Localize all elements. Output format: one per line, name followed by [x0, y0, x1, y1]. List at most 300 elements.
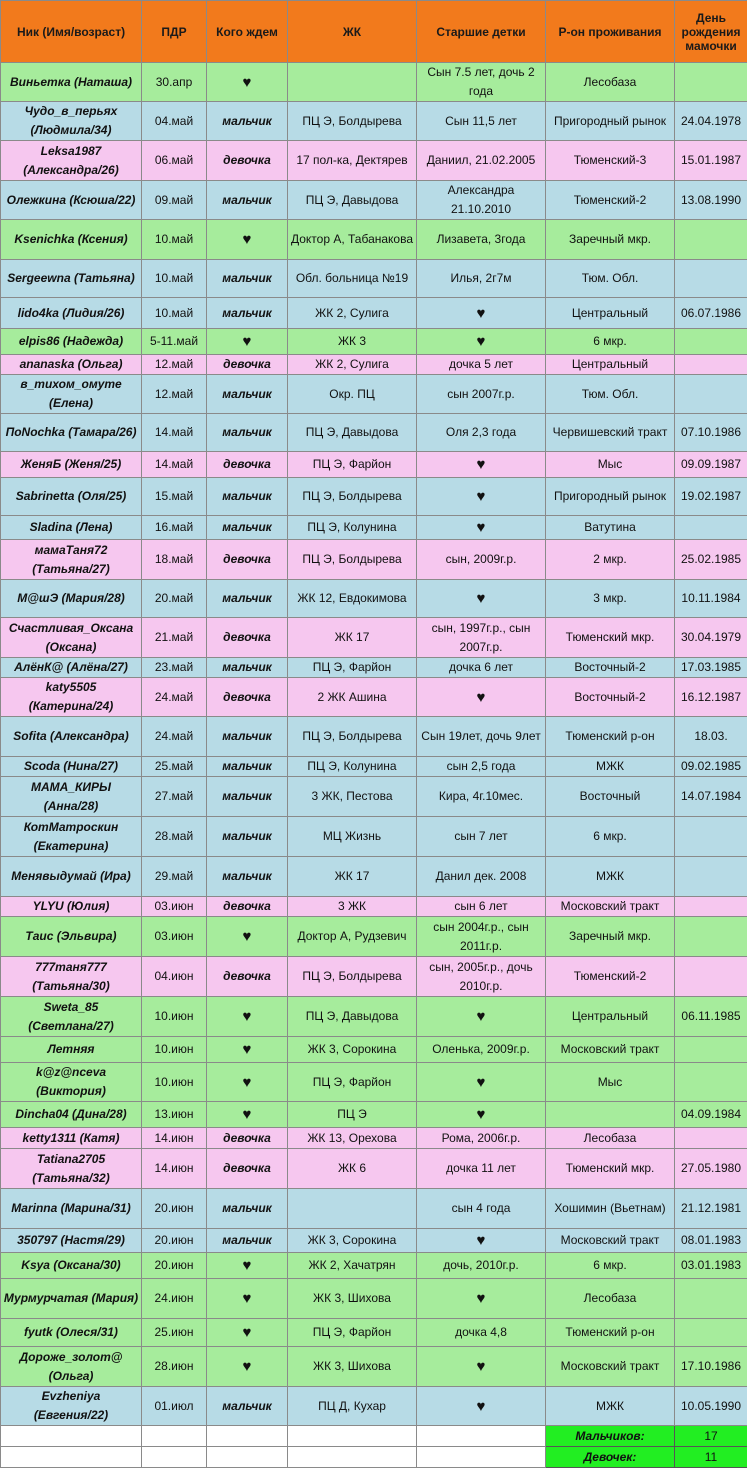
kids-cell[interactable]: ♥ [417, 329, 546, 355]
expect-cell[interactable]: мальчик [207, 777, 288, 817]
table-row [1, 220, 747, 260]
expect-cell[interactable]: девочка [207, 141, 288, 181]
clinic-cell[interactable]: ПЦ Э, Болдырева [288, 540, 417, 580]
birthday-cell[interactable]: 06.11.1985 [675, 997, 747, 1037]
expect-cell[interactable]: ♥ [207, 329, 288, 355]
header-district[interactable]: Р-он проживания [546, 1, 675, 63]
kids-cell[interactable]: ♥ [417, 452, 546, 478]
pdr-cell[interactable]: 25.июн [142, 1319, 207, 1347]
kids-cell[interactable]: сын 2007г.р. [417, 375, 546, 414]
expect-cell[interactable]: мальчик [207, 1387, 288, 1426]
nick-cell[interactable]: lido4ka (Лидия/26) [1, 298, 142, 329]
expect-cell[interactable]: мальчик [207, 102, 288, 141]
kids-cell[interactable]: Лизавета, 3года [417, 220, 546, 260]
header-birthday[interactable]: День рождения мамочки [675, 1, 747, 63]
clinic-cell[interactable]: ЖК 12, Евдокимова [288, 580, 417, 618]
district-cell[interactable]: 6 мкр. [546, 817, 675, 857]
district-cell[interactable]: Тюменский р-он [546, 1319, 675, 1347]
birthday-cell[interactable] [675, 897, 747, 917]
district-cell[interactable]: Московский тракт [546, 1229, 675, 1253]
nick-cell[interactable]: ПоNochka (Тамара/26) [1, 414, 142, 452]
clinic-cell[interactable]: ЖК 13, Орехова [288, 1128, 417, 1149]
birthday-cell[interactable]: 10.05.1990 [675, 1387, 747, 1426]
expect-cell[interactable]: ♥ [207, 220, 288, 260]
kids-cell[interactable]: ♥ [417, 678, 546, 717]
birthday-cell[interactable]: 14.07.1984 [675, 777, 747, 817]
birthday-cell[interactable]: 06.07.1986 [675, 298, 747, 329]
clinic-cell[interactable]: ЖК 3, Сорокина [288, 1037, 417, 1063]
expect-cell[interactable]: мальчик [207, 375, 288, 414]
nick-cell[interactable]: Олежкина (Ксюша/22) [1, 181, 142, 220]
pdr-cell[interactable]: 24.май [142, 678, 207, 717]
kids-cell[interactable]: дочка 11 лет [417, 1149, 546, 1189]
district-cell[interactable]: 6 мкр. [546, 1253, 675, 1279]
kids-cell[interactable]: сын 2004г.р., сын 2011г.р. [417, 917, 546, 957]
nick-cell[interactable]: Ksya (Оксана/30) [1, 1253, 142, 1279]
birthday-cell[interactable] [675, 375, 747, 414]
clinic-cell[interactable]: ПЦ Э, Болдырева [288, 102, 417, 141]
clinic-cell[interactable]: ПЦ Э, Фарйон [288, 658, 417, 678]
birthday-cell[interactable] [675, 260, 747, 298]
district-cell[interactable]: Лесобаза [546, 63, 675, 102]
nick-cell[interactable]: Scoda (Нина/27) [1, 757, 142, 777]
district-cell[interactable] [546, 1102, 675, 1128]
expect-cell[interactable]: мальчик [207, 717, 288, 757]
district-cell[interactable]: Тюменский р-он [546, 717, 675, 757]
kids-cell[interactable]: Сын 19лет, дочь 9лет [417, 717, 546, 757]
birthday-cell[interactable]: 08.01.1983 [675, 1229, 747, 1253]
kids-cell[interactable]: ♥ [417, 580, 546, 618]
nick-cell[interactable]: Менявыдумай (Ира) [1, 857, 142, 897]
expect-cell[interactable]: мальчик [207, 1229, 288, 1253]
district-cell[interactable]: Червишевский тракт [546, 414, 675, 452]
district-cell[interactable]: Центральный [546, 997, 675, 1037]
expect-cell[interactable]: мальчик [207, 580, 288, 618]
district-cell[interactable]: Хошимин (Вьетнам) [546, 1189, 675, 1229]
pdr-cell[interactable]: 16.май [142, 516, 207, 540]
expect-cell[interactable]: мальчик [207, 181, 288, 220]
kids-cell[interactable]: дочь, 2010г.р. [417, 1253, 546, 1279]
expect-cell[interactable]: мальчик [207, 757, 288, 777]
district-cell[interactable]: Тюменский-3 [546, 141, 675, 181]
pdr-cell[interactable]: 28.май [142, 817, 207, 857]
kids-cell[interactable]: ♥ [417, 478, 546, 516]
clinic-cell[interactable]: ПЦ Э, Фарйон [288, 1319, 417, 1347]
clinic-cell[interactable]: ЖК 2, Сулига [288, 298, 417, 329]
pdr-cell[interactable]: 24.май [142, 717, 207, 757]
expect-cell[interactable]: ♥ [207, 1063, 288, 1102]
birthday-cell[interactable]: 04.09.1984 [675, 1102, 747, 1128]
clinic-cell[interactable]: ПЦ Э, Колунина [288, 757, 417, 777]
nick-cell[interactable]: fyutk (Олеся/31) [1, 1319, 142, 1347]
summary-boys-label[interactable]: Мальчиков: [546, 1426, 675, 1447]
nick-cell[interactable]: АлёнК@ (Алёна/27) [1, 658, 142, 678]
pdr-cell[interactable]: 25.май [142, 757, 207, 777]
kids-cell[interactable]: сын 7 лет [417, 817, 546, 857]
clinic-cell[interactable]: ПЦ Э, Фарйон [288, 1063, 417, 1102]
expect-cell[interactable]: ♥ [207, 63, 288, 102]
birthday-cell[interactable]: 09.02.1985 [675, 757, 747, 777]
birthday-cell[interactable] [675, 220, 747, 260]
expect-cell[interactable]: мальчик [207, 298, 288, 329]
expect-cell[interactable]: мальчик [207, 1189, 288, 1229]
pdr-cell[interactable]: 04.июн [142, 957, 207, 997]
pdr-cell[interactable]: 20.июн [142, 1189, 207, 1229]
birthday-cell[interactable] [675, 1063, 747, 1102]
district-cell[interactable]: Мыс [546, 452, 675, 478]
birthday-cell[interactable]: 16.12.1987 [675, 678, 747, 717]
nick-cell[interactable]: Marinna (Марина/31) [1, 1189, 142, 1229]
expect-cell[interactable]: ♥ [207, 1347, 288, 1387]
district-cell[interactable]: МЖК [546, 857, 675, 897]
expect-cell[interactable]: девочка [207, 678, 288, 717]
district-cell[interactable]: Центральный [546, 355, 675, 375]
clinic-cell[interactable]: ЖК 17 [288, 618, 417, 658]
kids-cell[interactable]: ♥ [417, 997, 546, 1037]
nick-cell[interactable]: Дороже_золот@ (Ольга) [1, 1347, 142, 1387]
pdr-cell[interactable]: 20.июн [142, 1253, 207, 1279]
expect-cell[interactable]: девочка [207, 897, 288, 917]
nick-cell[interactable]: в_тихом_омуте (Елена) [1, 375, 142, 414]
kids-cell[interactable]: Сын 7.5 лет, дочь 2 года [417, 63, 546, 102]
district-cell[interactable]: Тюменский-2 [546, 957, 675, 997]
kids-cell[interactable]: дочка 4,8 [417, 1319, 546, 1347]
birthday-cell[interactable]: 17.03.1985 [675, 658, 747, 678]
birthday-cell[interactable]: 13.08.1990 [675, 181, 747, 220]
kids-cell[interactable]: сын, 2009г.р. [417, 540, 546, 580]
expect-cell[interactable]: ♥ [207, 1319, 288, 1347]
clinic-cell[interactable]: ПЦ Э, Болдырева [288, 957, 417, 997]
district-cell[interactable]: Восточный [546, 777, 675, 817]
birthday-cell[interactable] [675, 1319, 747, 1347]
birthday-cell[interactable]: 17.10.1986 [675, 1347, 747, 1387]
table-row [1, 1102, 747, 1128]
pdr-cell[interactable]: 06.май [142, 141, 207, 181]
kids-cell[interactable]: дочка 5 лет [417, 355, 546, 375]
kids-cell[interactable]: ♥ [417, 1347, 546, 1387]
nick-cell[interactable]: Evzheniya (Евгения/22) [1, 1387, 142, 1426]
expect-cell[interactable]: ♥ [207, 997, 288, 1037]
district-cell[interactable]: 6 мкр. [546, 329, 675, 355]
kids-cell[interactable]: Сын 11,5 лет [417, 102, 546, 141]
clinic-cell[interactable]: Обл. больница №19 [288, 260, 417, 298]
header-pdr[interactable]: ПДР [142, 1, 207, 63]
nick-cell[interactable]: Чудо_в_перьях (Людмила/34) [1, 102, 142, 141]
pdr-cell[interactable]: 03.июн [142, 917, 207, 957]
district-cell[interactable]: Пригородный рынок [546, 478, 675, 516]
pdr-cell[interactable]: 10.май [142, 298, 207, 329]
birthday-cell[interactable]: 10.11.1984 [675, 580, 747, 618]
clinic-cell[interactable]: ЖК 2, Хачатрян [288, 1253, 417, 1279]
clinic-cell[interactable]: ЖК 17 [288, 857, 417, 897]
clinic-cell[interactable]: 2 ЖК Ашина [288, 678, 417, 717]
clinic-cell[interactable]: ПЦ Э, Колунина [288, 516, 417, 540]
clinic-cell[interactable]: 17 пол-ка, Дектярев [288, 141, 417, 181]
pdr-cell[interactable]: 5-11.май [142, 329, 207, 355]
clinic-cell[interactable]: МЦ Жизнь [288, 817, 417, 857]
clinic-cell[interactable]: ПЦ Э, Фарйон [288, 452, 417, 478]
clinic-cell[interactable]: ЖК 3, Шихова [288, 1279, 417, 1319]
nick-cell[interactable]: Tatiana2705 (Татьяна/32) [1, 1149, 142, 1189]
birthday-cell[interactable]: 24.04.1978 [675, 102, 747, 141]
expect-cell[interactable]: мальчик [207, 478, 288, 516]
kids-cell[interactable]: Александра 21.10.2010 [417, 181, 546, 220]
nick-cell[interactable]: Летняя [1, 1037, 142, 1063]
table-row [1, 957, 747, 997]
pdr-cell[interactable]: 10.июн [142, 1037, 207, 1063]
birthday-cell[interactable]: 27.05.1980 [675, 1149, 747, 1189]
clinic-cell[interactable]: Доктор А, Табанакова [288, 220, 417, 260]
birthday-cell[interactable]: 03.01.1983 [675, 1253, 747, 1279]
pdr-cell[interactable]: 15.май [142, 478, 207, 516]
clinic-cell[interactable]: ПЦ Э, Давыдова [288, 997, 417, 1037]
header-nick[interactable]: Ник (Имя/возраст) [1, 1, 142, 63]
header-expect[interactable]: Кого ждем [207, 1, 288, 63]
kids-cell[interactable]: сын 4 года [417, 1189, 546, 1229]
expect-cell[interactable]: мальчик [207, 516, 288, 540]
pdr-cell[interactable]: 27.май [142, 777, 207, 817]
kids-cell[interactable]: ♥ [417, 516, 546, 540]
district-cell[interactable]: Лесобаза [546, 1128, 675, 1149]
expect-cell[interactable]: мальчик [207, 414, 288, 452]
pdr-cell[interactable]: 20.июн [142, 1229, 207, 1253]
birthday-cell[interactable]: 25.02.1985 [675, 540, 747, 580]
clinic-cell[interactable]: ЖК 3, Шихова [288, 1347, 417, 1387]
kids-cell[interactable]: Оленька, 2009г.р. [417, 1037, 546, 1063]
expect-cell[interactable]: ♥ [207, 917, 288, 957]
birthday-cell[interactable]: 21.12.1981 [675, 1189, 747, 1229]
kids-cell[interactable]: Оля 2,3 года [417, 414, 546, 452]
table-row [1, 777, 747, 817]
kids-cell[interactable]: Илья, 2г7м [417, 260, 546, 298]
birthday-cell[interactable] [675, 1037, 747, 1063]
district-cell[interactable]: Центральный [546, 298, 675, 329]
summary-girls-count[interactable]: 11 [675, 1447, 747, 1468]
birthday-cell[interactable]: 07.10.1986 [675, 414, 747, 452]
nick-cell[interactable]: Мурмурчатая (Мария) [1, 1279, 142, 1319]
district-cell[interactable]: Московский тракт [546, 1037, 675, 1063]
nick-cell[interactable]: ketty1311 (Катя) [1, 1128, 142, 1149]
nick-cell[interactable]: Таис (Эльвира) [1, 917, 142, 957]
nick-cell[interactable]: 777таня777 (Татьяна/30) [1, 957, 142, 997]
kids-cell[interactable]: Даниил, 21.02.2005 [417, 141, 546, 181]
nick-cell[interactable]: Sladina (Лена) [1, 516, 142, 540]
kids-cell[interactable]: сын 2,5 года [417, 757, 546, 777]
nick-cell[interactable]: Sabrinetta (Оля/25) [1, 478, 142, 516]
pdr-cell[interactable]: 03.июн [142, 897, 207, 917]
pdr-cell[interactable]: 12.май [142, 355, 207, 375]
nick-cell[interactable]: МАМА_КИРЫ (Анна/28) [1, 777, 142, 817]
nick-cell[interactable]: ЖеняБ (Женя/25) [1, 452, 142, 478]
district-cell[interactable]: Восточный-2 [546, 678, 675, 717]
kids-cell[interactable]: ♥ [417, 1387, 546, 1426]
birthday-cell[interactable]: 09.09.1987 [675, 452, 747, 478]
birthday-cell[interactable] [675, 516, 747, 540]
clinic-cell[interactable]: ЖК 3 [288, 329, 417, 355]
nick-cell[interactable]: Ksenichka (Ксения) [1, 220, 142, 260]
district-cell[interactable]: Тюм. Обл. [546, 375, 675, 414]
summary-girls-label[interactable]: Девочек: [546, 1447, 675, 1468]
district-cell[interactable]: Тюм. Обл. [546, 260, 675, 298]
district-cell[interactable]: Восточный-2 [546, 658, 675, 678]
kids-cell[interactable]: дочка 6 лет [417, 658, 546, 678]
clinic-cell[interactable]: 3 ЖК [288, 897, 417, 917]
clinic-cell[interactable]: ЖК 2, Сулига [288, 355, 417, 375]
clinic-cell[interactable]: 3 ЖК, Пестова [288, 777, 417, 817]
kids-cell[interactable]: Кира, 4г.10мес. [417, 777, 546, 817]
nick-cell[interactable]: Leksa1987 (Александра/26) [1, 141, 142, 181]
district-cell[interactable]: МЖК [546, 757, 675, 777]
pdr-cell[interactable]: 13.июн [142, 1102, 207, 1128]
expect-cell[interactable]: девочка [207, 355, 288, 375]
nick-cell[interactable]: Sofita (Александра) [1, 717, 142, 757]
district-cell[interactable]: Мыс [546, 1063, 675, 1102]
table-row [1, 540, 747, 580]
district-cell[interactable]: Московский тракт [546, 897, 675, 917]
birthday-cell[interactable] [675, 1279, 747, 1319]
district-cell[interactable]: Лесобаза [546, 1279, 675, 1319]
nick-cell[interactable]: Dincha04 (Дина/28) [1, 1102, 142, 1128]
district-cell[interactable]: Московский тракт [546, 1347, 675, 1387]
kids-cell[interactable]: ♥ [417, 1229, 546, 1253]
district-cell[interactable]: Тюменский мкр. [546, 618, 675, 658]
expect-cell[interactable]: мальчик [207, 817, 288, 857]
kids-cell[interactable]: ♥ [417, 1063, 546, 1102]
expect-cell[interactable]: ♥ [207, 1037, 288, 1063]
kids-cell[interactable]: Рома, 2006г.р. [417, 1128, 546, 1149]
clinic-cell[interactable]: ПЦ Д, Кухар [288, 1387, 417, 1426]
nick-cell[interactable]: k@z@nceva (Виктория) [1, 1063, 142, 1102]
clinic-cell[interactable]: ПЦ Э, Болдырева [288, 478, 417, 516]
birthday-cell[interactable]: 19.02.1987 [675, 478, 747, 516]
expect-cell[interactable]: девочка [207, 957, 288, 997]
district-cell[interactable]: 2 мкр. [546, 540, 675, 580]
expect-cell[interactable]: девочка [207, 1149, 288, 1189]
pdr-cell[interactable]: 01.июл [142, 1387, 207, 1426]
expect-cell[interactable]: девочка [207, 540, 288, 580]
expect-cell[interactable]: ♥ [207, 1279, 288, 1319]
birthday-cell[interactable] [675, 957, 747, 997]
clinic-cell[interactable]: ПЦ Э [288, 1102, 417, 1128]
clinic-cell[interactable]: Доктор А, Рудзевич [288, 917, 417, 957]
pdr-cell[interactable]: 28.июн [142, 1347, 207, 1387]
kids-cell[interactable]: сын, 1997г.р., сын 2007г.р. [417, 618, 546, 658]
birthday-cell[interactable]: 18.03. [675, 717, 747, 757]
expect-cell[interactable]: девочка [207, 452, 288, 478]
nick-cell[interactable]: Счастливая_Оксана (Оксана) [1, 618, 142, 658]
expect-cell[interactable]: мальчик [207, 260, 288, 298]
clinic-cell[interactable]: ЖК 3, Сорокина [288, 1229, 417, 1253]
header-clinic[interactable]: ЖК [288, 1, 417, 63]
pdr-cell[interactable]: 12.май [142, 375, 207, 414]
birthday-cell[interactable] [675, 355, 747, 375]
clinic-cell[interactable] [288, 1189, 417, 1229]
kids-cell[interactable]: ♥ [417, 1279, 546, 1319]
clinic-cell[interactable]: Окр. ПЦ [288, 375, 417, 414]
clinic-cell[interactable]: ПЦ Э, Давыдова [288, 181, 417, 220]
nick-cell[interactable]: 350797 (Настя/29) [1, 1229, 142, 1253]
birthday-cell[interactable] [675, 817, 747, 857]
nick-cell[interactable]: elpis86 (Надежда) [1, 329, 142, 355]
pdr-cell[interactable]: 20.май [142, 580, 207, 618]
kids-cell[interactable]: ♥ [417, 298, 546, 329]
pdr-cell[interactable]: 14.июн [142, 1128, 207, 1149]
expect-cell[interactable]: мальчик [207, 857, 288, 897]
birthday-cell[interactable] [675, 63, 747, 102]
kids-cell[interactable]: сын 6 лет [417, 897, 546, 917]
birthday-cell[interactable]: 30.04.1979 [675, 618, 747, 658]
birthday-cell[interactable] [675, 329, 747, 355]
pdr-cell[interactable]: 04.май [142, 102, 207, 141]
district-cell[interactable]: Заречный мкр. [546, 917, 675, 957]
kids-cell[interactable]: сын, 2005г.р., дочь 2010г.р. [417, 957, 546, 997]
clinic-cell[interactable]: ПЦ Э, Давыдова [288, 414, 417, 452]
pdr-cell[interactable]: 23.май [142, 658, 207, 678]
district-cell[interactable]: Заречный мкр. [546, 220, 675, 260]
table-row [1, 678, 747, 717]
expect-cell[interactable]: мальчик [207, 658, 288, 678]
pdr-cell[interactable]: 29.май [142, 857, 207, 897]
nick-cell[interactable]: мамаТаня72 (Татьяна/27) [1, 540, 142, 580]
expect-cell[interactable]: ♥ [207, 1102, 288, 1128]
nick-cell[interactable]: ananaska (Ольга) [1, 355, 142, 375]
birthday-cell[interactable]: 15.01.1987 [675, 141, 747, 181]
header-kids[interactable]: Старшие детки [417, 1, 546, 63]
kids-cell[interactable]: Данил дек. 2008 [417, 857, 546, 897]
table-row [1, 329, 747, 355]
expect-cell[interactable]: девочка [207, 1128, 288, 1149]
pdr-cell[interactable]: 10.май [142, 220, 207, 260]
nick-cell[interactable]: M@шЭ (Мария/28) [1, 580, 142, 618]
nick-cell[interactable]: Виньетка (Наташа) [1, 63, 142, 102]
clinic-cell[interactable]: ПЦ Э, Болдырева [288, 717, 417, 757]
nick-cell[interactable]: Sergeewna (Татьяна) [1, 260, 142, 298]
pdr-cell[interactable]: 14.июн [142, 1149, 207, 1189]
district-cell[interactable]: Пригородный рынок [546, 102, 675, 141]
nick-cell[interactable]: YLYU (Юлия) [1, 897, 142, 917]
pdr-cell[interactable]: 14.май [142, 414, 207, 452]
district-cell[interactable]: Тюменский-2 [546, 181, 675, 220]
expect-cell[interactable]: ♥ [207, 1253, 288, 1279]
summary-boys-count[interactable]: 17 [675, 1426, 747, 1447]
clinic-cell[interactable] [288, 63, 417, 102]
clinic-cell[interactable]: ЖК 6 [288, 1149, 417, 1189]
pdr-cell[interactable]: 09.май [142, 181, 207, 220]
district-cell[interactable]: 3 мкр. [546, 580, 675, 618]
district-cell[interactable]: Ватутина [546, 516, 675, 540]
table-row [1, 1189, 747, 1229]
expect-cell[interactable]: девочка [207, 618, 288, 658]
pdr-cell[interactable]: 24.июн [142, 1279, 207, 1319]
pdr-cell[interactable]: 14.май [142, 452, 207, 478]
pdr-cell[interactable]: 10.июн [142, 1063, 207, 1102]
birthday-cell[interactable] [675, 917, 747, 957]
district-cell[interactable]: МЖК [546, 1387, 675, 1426]
pdr-cell[interactable]: 18.май [142, 540, 207, 580]
table-row [1, 141, 747, 181]
pdr-cell[interactable]: 21.май [142, 618, 207, 658]
birthday-cell[interactable] [675, 857, 747, 897]
nick-cell[interactable]: КотМатроскин (Екатерина) [1, 817, 142, 857]
nick-cell[interactable]: katy5505 (Катерина/24) [1, 678, 142, 717]
nick-cell[interactable]: Sweta_85 (Светлана/27) [1, 997, 142, 1037]
birthday-cell[interactable] [675, 1128, 747, 1149]
pdr-cell[interactable]: 30.апр [142, 63, 207, 102]
district-cell[interactable]: Тюменский мкр. [546, 1149, 675, 1189]
pdr-cell[interactable]: 10.май [142, 260, 207, 298]
pdr-cell[interactable]: 10.июн [142, 997, 207, 1037]
kids-cell[interactable]: ♥ [417, 1102, 546, 1128]
